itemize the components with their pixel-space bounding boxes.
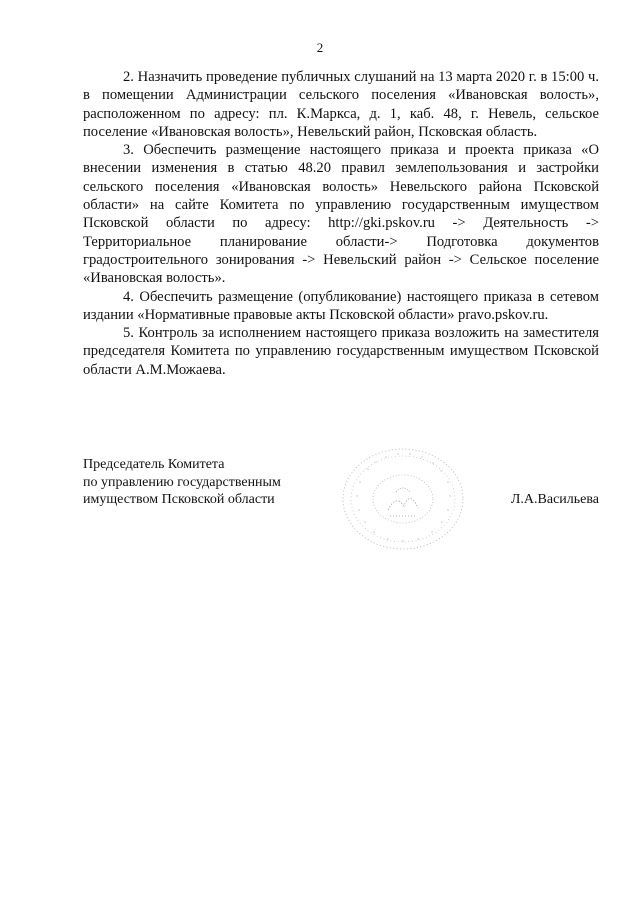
paragraph-3: 3. Обеспечить размещение настоящего приказа и проекта приказа «О внесении изменения в статью 48.20 правил землепользования и застройки сельского поселения «Ивановская волость» Невельского района Псковской области» на сайте Комитета по управлению государственным имуществом Псковской области по адресу: http://gki.pskov.ru -> Деятельность -> Территориальное планирование области-> Подготовка документов градостроительного зонирования -> Невельский район -> Сельское поселение «Ивановская волость». — [83, 142, 599, 287]
document-body — [83, 68, 599, 379]
signature-block — [83, 456, 599, 546]
signatory-title-line: имуществом Псковской области — [83, 492, 275, 507]
page-number: 2 — [316, 40, 324, 55]
signatory-title-line: Председатель Комитета — [83, 457, 225, 472]
paragraph-5: 5. Контроль за исполнением настоящего приказа возложить на заместителя председателя Комитета по управлению государственным имуществом Псковской области А.М.Можаева. — [83, 325, 599, 378]
paragraph-4: 4. Обеспечить размещение (опубликование) настоящего приказа в сетевом издании «Нормативные правовые акты Псковской области» pravo.pskov.ru. — [83, 288, 599, 323]
signatory-title — [83, 456, 343, 509]
official-seal-icon — [338, 444, 468, 554]
signatory-title-line: по управлению государственным — [83, 474, 281, 490]
signatory-name: Л.А.Васильева — [510, 492, 599, 507]
paragraph-2: 2. Назначить проведение публичных слушаний на 13 марта 2020 г. в 15:00 ч. в помещении Администрации сельского поселения «Ивановская волость», расположенном по адресу: пл. К.Маркса, д. 1, каб. 48, г. Невель, сельское поселение «Ивановская волость», Невельский район, Псковская область. — [83, 69, 599, 140]
